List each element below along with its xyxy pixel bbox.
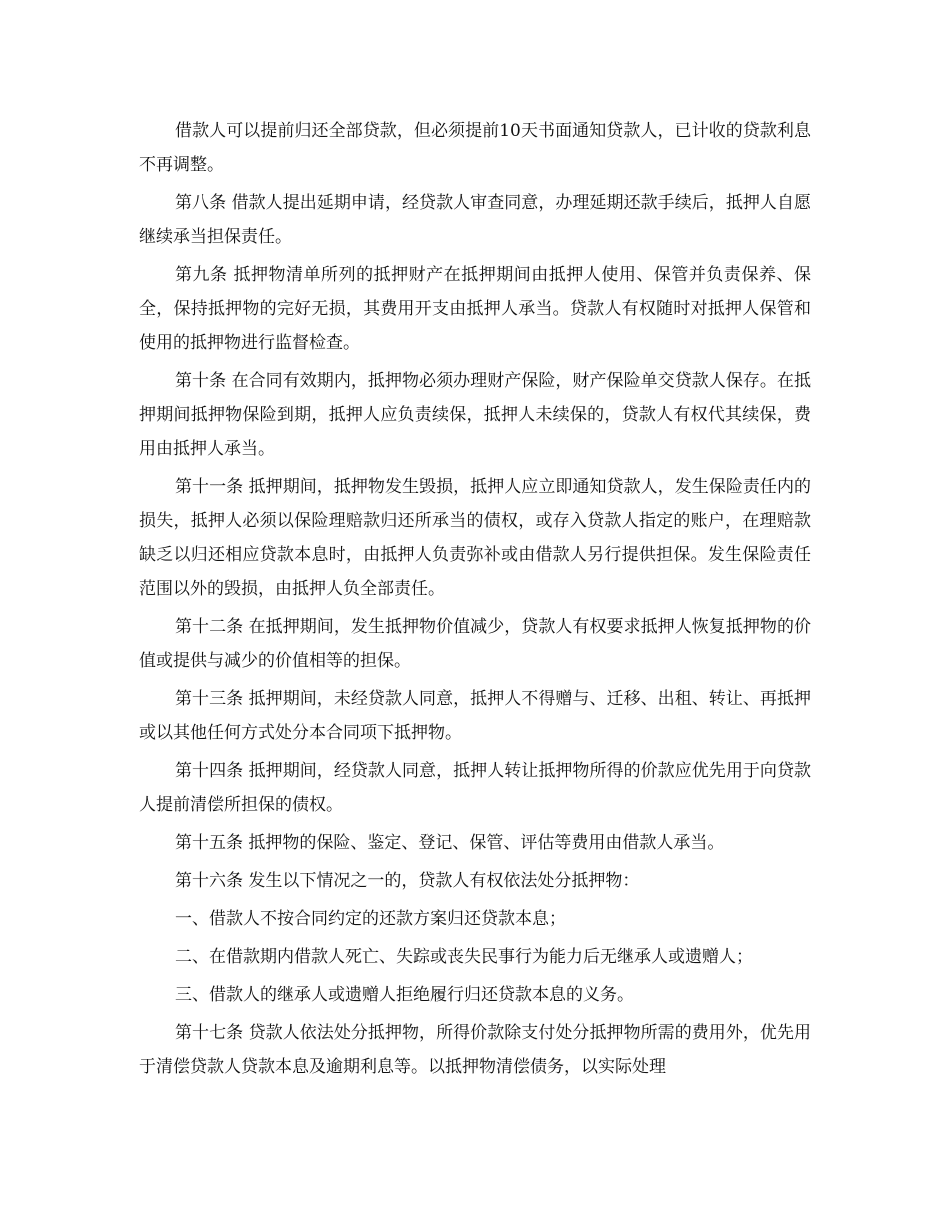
list-item-3: 三、借款人的继承人或遗赠人拒绝履行归还贷款本息的义务。 [175,985,634,1005]
paragraph-article-16: 第十六条 发生以下情况之一的，贷款人有权依法处分抵押物： [175,871,640,891]
list-item-2: 二、在借款期内借款人死亡、失踪或丧失民事行为能力后无继承人或遗赠人； [175,947,753,967]
paragraph-article-17: 第十七条 贷款人依法处分抵押物，所得价款除支付处分抵押物所需的费用外，优先用于清偿贷款人贷款本息及逾期利息等。以抵押物清偿债务，以实际处理 [139,1023,811,1077]
paragraph-article-11: 第十一条 抵押期间，抵押物发生毁损，抵押人应立即通知贷款人，发生保险责任内的损失，抵押人必须以保险理赔款归还所承当的债权，或存入贷款人指定的账户，在理赔款缺乏以归还相应贷款本息时，由抵押人负责弥补或由借款人另行提供担保。发生保险责任范围以外的毁损，由抵押人负全部责任。 [139,477,811,599]
paragraph-article-12: 第十二条 在抵押期间，发生抵押物价值减少，贷款人有权要求抵押人恢复抵押物的价值或提供与减少的价值相等的担保。 [139,617,811,671]
document-body [139,114,811,1088]
paragraph-article-10: 第十条 在合同有效期内，抵押物必须办理财产保险，财产保险单交贷款人保存。在抵押期间抵押物保险到期，抵押人应负责续保，抵押人未续保的，贷款人有权代其续保，费用由抵押人承当。 [139,371,811,459]
list-item-1: 一、借款人不按合同约定的还款方案归还贷款本息； [175,909,566,929]
paragraph-article-8: 第八条 借款人提出延期申请，经贷款人审查同意，办理延期还款手续后，抵押人自愿继续承当担保责任。 [139,193,811,247]
paragraph-article-9: 第九条 抵押物清单所列的抵押财产在抵押期间由抵押人使用、保管并负责保养、保全，保持抵押物的完好无损，其费用开支由抵押人承当。贷款人有权随时对抵押人保管和使用的抵押物进行监督检查。 [139,265,811,353]
paragraph-prepayment: 借款人可以提前归还全部贷款，但必须提前10天书面通知贷款人，已计收的贷款利息不再调整。 [139,121,811,175]
paragraph-article-15: 第十五条 抵押物的保险、鉴定、登记、保管、评估等费用由借款人承当。 [175,833,725,853]
paragraph-article-14: 第十四条 抵押期间，经贷款人同意，抵押人转让抵押物所得的价款应优先用于向贷款人提前清偿所担保的债权。 [139,761,811,815]
paragraph-article-13: 第十三条 抵押期间，未经贷款人同意，抵押人不得赠与、迁移、出租、转让、再抵押或以其他任何方式处分本合同项下抵押物。 [139,689,811,743]
